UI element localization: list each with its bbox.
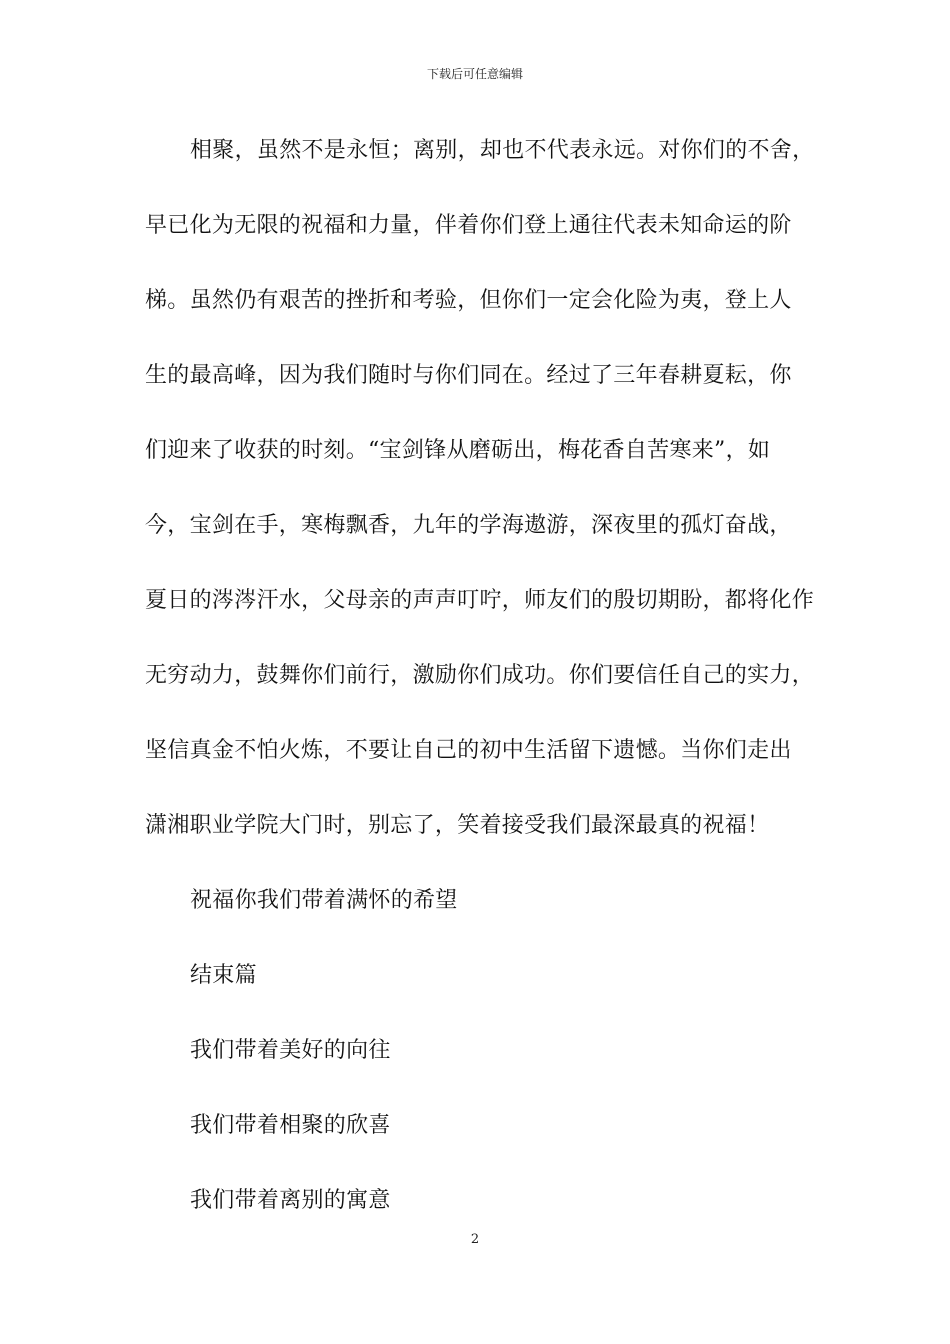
section-heading: 结束篇 <box>190 963 257 988</box>
text-line: 祝福你我们带着满怀的希望 <box>190 888 458 913</box>
page-header: 下载后可任意编辑 <box>426 67 523 81</box>
paragraph-line: 今，宝剑在手，寒梅飘香，九年的学海遨游，深夜里的孤灯奋战， <box>145 513 792 538</box>
paragraph-line: 早已化为无限的祝福和力量，伴着你们登上通往代表未知命运的阶 <box>145 213 792 238</box>
paragraph-line: 潇湘职业学院大门时，别忘了，笑着接受我们最深最真的祝福！ <box>145 813 770 838</box>
text-line: 我们带着美好的向往 <box>190 1038 391 1063</box>
paragraph-line: 梯。虽然仍有艰苦的挫折和考验，但你们一定会化险为夷，登上人 <box>145 288 792 313</box>
paragraph-line: 们迎来了收获的时刻。“宝剑锋从磨砺出，梅花香自苦寒来”，如 <box>145 438 771 463</box>
text-line: 我们带着离别的寓意 <box>190 1188 391 1213</box>
paragraph-line: 坚信真金不怕火炼，不要让自己的初中生活留下遗憾。当你们走出 <box>145 738 792 763</box>
paragraph-line: 无穷动力，鼓舞你们前行，激励你们成功。你们要信任自己的实力， <box>145 663 815 688</box>
page-number: 2 <box>470 1232 480 1247</box>
document-body <box>145 128 835 1253</box>
text-line: 我们带着相聚的欣喜 <box>190 1113 391 1138</box>
paragraph-line: 相聚，虽然不是永恒；离别，却也不代表永远。对你们的不舍， <box>190 138 815 163</box>
paragraph-line: 夏日的涔涔汗水，父母亲的声声叮咛，师友们的殷切期盼，都将化作 <box>145 588 815 613</box>
paragraph-line: 生的最高峰，因为我们随时与你们同在。经过了三年春耕夏耘，你 <box>145 363 792 388</box>
